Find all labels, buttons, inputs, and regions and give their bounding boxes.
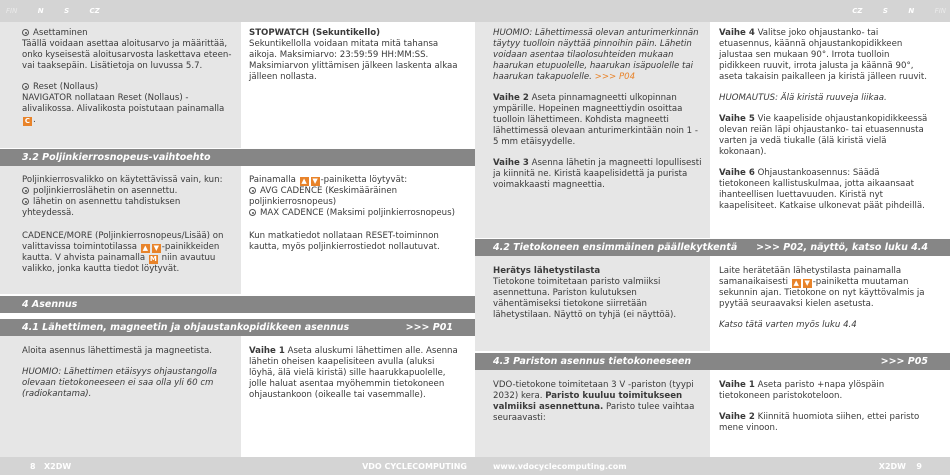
- list-item: MAX CADENCE (Maksimi poljinkierrosnopeus): [260, 208, 455, 218]
- step-text: Aseta aluskumi lähettimen alle. Asenna lähetin oheisen kaapelisiteen avulla (aluksi löyhä, älä vielä kiristä) sille haarukkapuolelle, jolle haluat asentaa myöhemmin tietokoneen ohjaustankoon (oikealle tai vasemmalle).: [249, 346, 458, 400]
- see-reference: Katso tätä varten myös luku 4.4: [719, 320, 857, 330]
- bullet-icon: [22, 198, 29, 205]
- tab-cz[interactable]: CZ: [89, 7, 100, 15]
- footer-bar: [0, 457, 475, 475]
- tab-s[interactable]: S: [882, 7, 888, 15]
- up-arrow-key-icon: ▲: [793, 279, 799, 287]
- language-tab-bar: [475, 0, 950, 22]
- tab-fin[interactable]: FIN: [6, 7, 18, 15]
- stopwatch-title: STOPWATCH (Sekuntikello): [249, 28, 381, 38]
- down-arrow-key-icon: ▼: [312, 177, 318, 185]
- step-text: Ohjaustankoasennus: Säädä tietokoneen kallistuskulmaa, jotta aikaansaat ihanteellisen luettavuuden. Kiristä nyt kaapelisiteet. Katkaise ulkonevat päät pihdeillä.: [719, 168, 925, 211]
- step-1-block: [249, 346, 461, 408]
- bullet-icon: [249, 209, 256, 216]
- step-text: Valitse joko ohjaustanko- tai etuasennus, käännä ohjaustankopidikkeen jalustaa sen mukaan 90°. Irrota tuolloin pidikkeen ruuvit, irrota jalusta ja käännä 90°, aseta takaisin paikalleen ja kiristä jälleen ruuvit.: [719, 28, 927, 82]
- tab-fin[interactable]: FIN: [934, 7, 946, 15]
- tighten-note: HUOMAUTUS: Älä kiristä ruuveja liikaa.: [719, 93, 887, 103]
- cadence-text: -painiketta löytyvät:: [320, 175, 408, 185]
- step-label: Vaihe 4: [719, 28, 755, 38]
- section-header-3-2: [0, 149, 475, 166]
- step-text: Aseta pinnamagneetti ulkopinnan ympärille. Hopeinen magneettiydin osoittaa tuolloin lähettimeen. Kohdista magneetti lähettimessä olevaan anturimerkintään noin 1 - 5 mm etäisyydelle.: [493, 93, 698, 147]
- list-item: lähetin on asennettu tahdistuksen yhteydessä.: [22, 197, 181, 218]
- step-text: Vie kaapeliside ohjaustankopidikkeessä olevan reiän läpi ohjaustanko- tai etuasennusta varten ja vedä tiukalle (älä kiristä vielä kokonaan).: [719, 114, 928, 157]
- settings-block: [22, 28, 234, 133]
- step-text: Aseta paristo +napa ylöspäin tietokoneen paristokoteloon.: [719, 380, 885, 401]
- wake-up-text: -painiketta muutaman sekunnin ajan. Tietokone on nyt käyttövalmis ja pyytää seuraavaksi kielen asetusta.: [719, 277, 925, 309]
- section-header-4-1: [0, 319, 475, 336]
- model-name: X2DW: [878, 462, 906, 471]
- install-intro: Aloita asennus lähettimestä ja magneetista.: [22, 346, 212, 356]
- item-text: Täällä voidaan asettaa aloitusarvo ja määrittää, onko kyseisestä aloitusarvosta laskettava eteen- vai taaksepäin. Lisätietoja on luvussa 5.7.: [22, 39, 232, 71]
- wake-up-text: Laite herätetään lähetystilasta painamalla samanaikaisesti: [719, 266, 902, 287]
- item-title: Reset (Nollaus): [33, 82, 99, 92]
- section-title: 4.1 Lähettimen, magneetin ja ohjaustankopidikkeen asennus: [22, 322, 350, 333]
- figure-reference: >>> P04: [594, 72, 636, 82]
- install-note: HUOMIO: Lähettimen etäisyys ohjaustangolla olevaan tietokoneeseen ei saa olla yli 60 cm (radiokantama).: [22, 367, 218, 399]
- list-item: poljinkierroslähetin on asennettu.: [33, 186, 178, 196]
- install-intro-block: [22, 346, 234, 407]
- figure-reference: >>> P01: [405, 322, 453, 333]
- cadence-text: -painikkeiden kautta. V ahvista painamalla: [22, 242, 220, 263]
- page-number: 8: [30, 462, 36, 471]
- install-col2-block: [719, 28, 931, 219]
- subsection-title: Herätys lähetystilasta: [493, 266, 601, 276]
- footer-bar: [475, 457, 950, 475]
- step-label: Vaihe 1: [249, 346, 285, 356]
- c-key-icon: C: [24, 117, 31, 125]
- cadence-outro: Kun matkatiedot nollataan RESET-toiminnon kautta, myös poljinkierrostiedot nollautuvat.: [249, 231, 440, 252]
- cadence-left-block: [22, 175, 234, 282]
- model-name: X2DW: [44, 462, 72, 471]
- down-arrow-key-icon: ▼: [153, 244, 159, 252]
- section-header-4-3: [475, 353, 950, 370]
- step-label: Vaihe 5: [719, 114, 755, 124]
- first-power-on-block: [493, 266, 705, 328]
- step-text: Asenna lähetin ja magneetti lopullisesti ja kiinnitä ne. Kiristä kaapelisidettä ja purista voimakkaasti magneettia.: [493, 158, 702, 190]
- cadence-text: CADENCE/MORE (Poljinkierrosnopeus/Lisää) on valittavissa toimintotilassa: [22, 231, 224, 252]
- cadence-intro: Poljinkierrosvalikko on käytettävissä vain, kun:: [22, 175, 223, 185]
- language-tab-bar: [0, 0, 475, 22]
- bullet-icon: [22, 187, 29, 194]
- battery-steps-block: [719, 380, 931, 441]
- step-label: Vaihe 2: [719, 412, 755, 422]
- cadence-text: Painamalla: [249, 175, 296, 185]
- section-title: 4.3 Pariston asennus tietokoneeseen: [493, 356, 692, 367]
- step-label: Vaihe 3: [493, 158, 529, 168]
- step-text: Kiinnitä huomiota siihen, ettei paristo mene vinoon.: [719, 412, 920, 433]
- tab-s[interactable]: S: [64, 7, 70, 15]
- step-label: Vaihe 6: [719, 168, 755, 178]
- step-label: Vaihe 2: [493, 93, 529, 103]
- down-arrow-key-icon: ▼: [804, 279, 810, 287]
- figure-reference: >>> P02, näyttö, katso luku 4.4: [756, 242, 928, 253]
- item-text: NAVIGATOR nollataan Reset (Nollaus) -alivalikossa. Alivalikosta poistutaan painamalla: [22, 93, 225, 114]
- cadence-right-block: [249, 175, 461, 260]
- section-header-4: [0, 296, 475, 313]
- step-label: Vaihe 1: [719, 380, 755, 390]
- stopwatch-text: Sekuntikellolla voidaan mitata mitä tahansa aikoja. Maksimiarvo: 23:59:59 HH:MM:SS. Maksimiarvon ylittämisen jälkeen laskenta alkaa jälleen nollasta.: [249, 39, 458, 82]
- battery-text: Paristo tulee vaihtaa seuraavasti:: [493, 402, 695, 423]
- brand-name: VDO CYCLECOMPUTING: [362, 462, 467, 471]
- bullet-icon: [249, 187, 256, 194]
- section-title: 4 Asennus: [22, 299, 78, 310]
- tab-cz[interactable]: CZ: [852, 7, 863, 15]
- bullet-icon: [22, 83, 29, 90]
- website-link[interactable]: www.vdocyclecomputing.com: [493, 462, 627, 471]
- battery-intro-block: [493, 380, 705, 431]
- page-number: 9: [916, 462, 922, 471]
- battery-text: VDO-tietokone toimitetaan 3 V -pariston (tyypi 2032) kera.: [493, 380, 694, 401]
- punctuation: .: [33, 115, 36, 125]
- wake-up-block: [719, 266, 931, 338]
- up-arrow-key-icon: ▲: [142, 244, 148, 252]
- bullet-icon: [22, 29, 29, 36]
- section-title: 3.2 Poljinkierrosnopeus-vaihtoehto: [22, 152, 211, 163]
- cadence-text: niin avautuu valikko, jonka kautta tiedot löytyvät.: [22, 253, 216, 274]
- install-col1-block: [493, 28, 705, 198]
- item-title: Asettaminen: [33, 28, 88, 38]
- tab-n[interactable]: N: [37, 7, 44, 15]
- list-item: AVG CADENCE (Keskimääräinen poljinkierrosnopeus): [249, 186, 398, 207]
- sensor-note: HUOMIO: Lähettimessä olevan anturimerkinnän täytyy tuolloin näyttää pinnoihin päin. Lähetin voidaan asentaa tilaolosuhteiden mukaan haarukan etupuolelle, haarukan isäpuolelle tai haarukan takapuolelle.: [493, 28, 699, 82]
- battery-text-bold: Paristo kuuluu toimitukseen valmiiksi asennettuna.: [493, 391, 683, 412]
- section-header-4-2: [475, 239, 950, 256]
- right-page: [475, 0, 950, 475]
- m-key-icon: M: [149, 255, 157, 263]
- tab-n[interactable]: N: [908, 7, 915, 15]
- up-arrow-key-icon: ▲: [301, 177, 307, 185]
- stopwatch-block: [249, 28, 461, 90]
- figure-reference: >>> P05: [880, 356, 928, 367]
- section-title: 4.2 Tietokoneen ensimmäinen päällekytkentä: [493, 242, 738, 253]
- first-power-on-text: Tietokone toimitetaan paristo valmiiksi asennettuna. Pariston kulutuksen vähentämiseksi tietokone siirretään lähetystilaan. Näyttö on tyhjä (ei näyttöä).: [493, 277, 677, 320]
